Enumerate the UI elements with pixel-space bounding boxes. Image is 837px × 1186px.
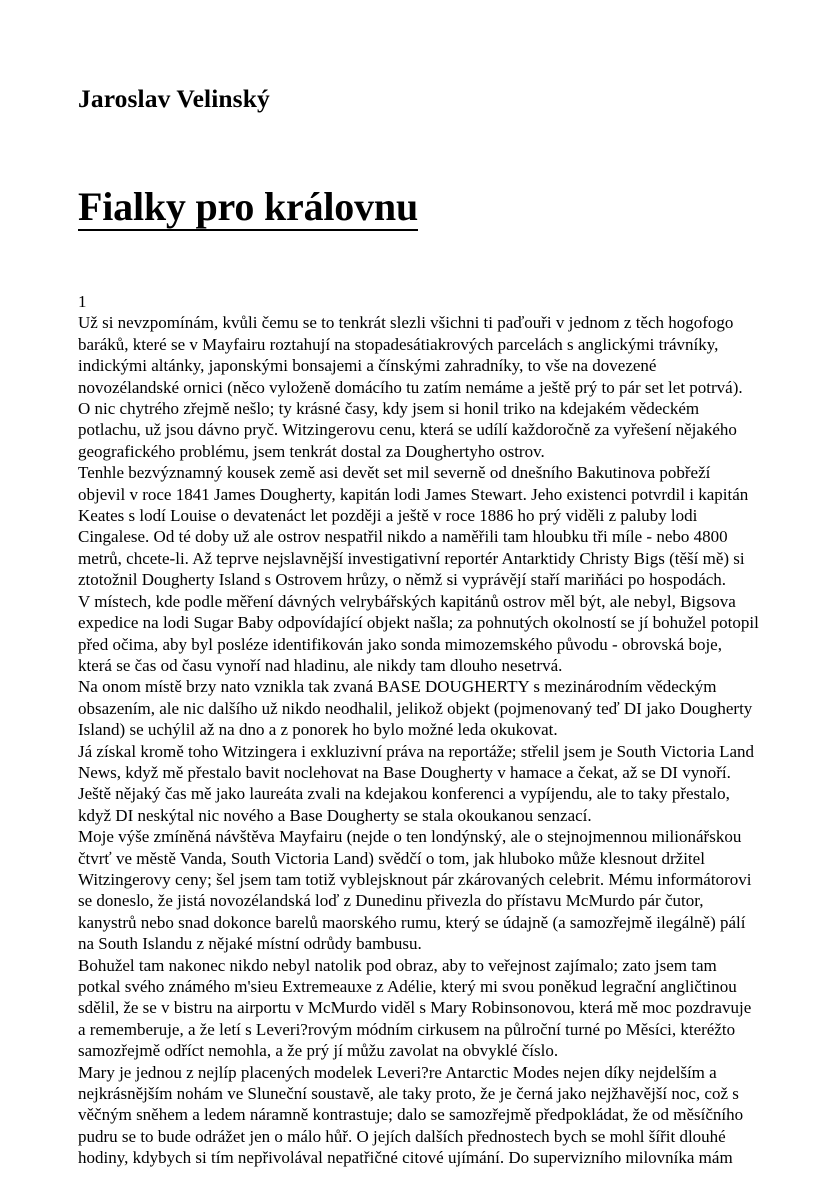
- page-title: Fialky pro královnu: [78, 184, 418, 229]
- author-name: Jaroslav Velinský: [78, 84, 270, 113]
- paragraph: Bohužel tam nakonec nikdo nebyl natolik pod obraz, aby to veřejnost zajímalo; zato jsem tam potkal svého známého m'sieu Extremeauxe z Adélie, který mi svou poněkud legrační angličtinou sdělil, že se v bistru na airportu v McMurdo viděl s Mary Robinsonovou, která mě moc pozdravuje a rememberuje, a že letí s Leveri?rovým módním cirkusem na půlroční turné po Měsíci, kteréžto samozřejmě odříct nemohla, a že prý jí můžu zavolat na obvyklé číslo.: [78, 955, 752, 1061]
- paragraph: Už si nevzpomínám, kvůli čemu se to tenkrát slezli všichni ti paďouři v jednom z těch hogofogo baráků, které se v Mayfairu roztahují na stopadesátiakrových parcelách s anglickými trávníky, indickými altánky, japonskými bonsajemi a čínskými zahradníky, to vše na dovezené novozélandské ornici (něco vyloženě domácího tu zatím nemáme a ještě prý to pár set let potrvá). O nic chytrého zřejmě nešlo; ty krásné časy, kdy jsem si honil triko na kdejakém vědeckém potlachu, už jsou dávno pryč. Witzingerovu cenu, která se udílí každoročně za vyřešení nějakého geografického problému, jsem tenkrát dostal za Doughertyho ostrov.: [78, 313, 743, 461]
- section-number: 1: [78, 292, 87, 311]
- paragraph: Na onom místě brzy nato vznikla tak zvaná BASE DOUGHERTY s mezinárodním vědeckým obsazením, ale nic dalšího už nikdo neodhalil, jelikož objekt (pojmenovaný teď DI jako Dougherty Island) se uchýlil až na dno a z ponorek ho bylo možné leda okukovat.: [78, 677, 753, 740]
- paragraph: Mary je jednou z nejlíp placených modelek Leveri?re Antarctic Modes nejen díky nejdelším a nejkrásnějším nohám ve Sluneční soustavě, ale taky proto, že je černá jako nejžhavější noc, což s věčným sněhem a ledem náramně kontrastuje; dalo se samozřejmě předpokládat, že od měsíčního pudru se to bude odrážet jen o málo hůř. O jejích dalších přednostech bych se mohl šířit dlouhé hodiny, kdybych si tím nepřivolával nepatřičné citové ujímání. Do supervizního milovníka mám: [78, 1062, 744, 1168]
- paragraph: Tenhle bezvýznamný kousek země asi devět set mil severně od dnešního Bakutinova pobřeží objevil v roce 1841 James Dougherty, kapitán lodi James Stewart. Jeho existenci potvrdil i kapitán Keates s lodí Louise o devatenáct let později a ještě v roce 1886 ho prý viděli z paluby lodi Cingalese. Od té doby už ale ostrov nespatřil nikdo a naměřili tam hloubku tři míle - nebo 4800 metrů, chcete-li. Až teprve nejslavnější investigativní reportér Antarktidy Christy Bigs (těší mě) si ztotožnil Dougherty Island s Ostrovem hrůzy, o němž si vyprávějí staří mariňáci po hospodách.: [78, 463, 749, 590]
- body-text-block: [78, 291, 759, 1169]
- paragraph: V místech, kde podle měření dávných velrybářských kapitánů ostrov měl být, ale nebyl, Bigsova expedice na lodi Sugar Baby odpovídající objekt našla; za pohnutých okolností se jí bohužel potopil před očima, aby byl posléze identifikován jako sonda mimozemského původu - obrovská boje, která se čas od času vynoří nad hladinu, ale nikdy tam dlouho nesetrvá.: [78, 591, 759, 675]
- paragraph: Moje výše zmíněná návštěva Mayfairu (nejde o ten londýnský, ale o stejnojmennou milionářskou čtvrť ve městě Vanda, South Victoria Land) svědčí o tom, jak hluboko může klesnout držitel Witzingerovy ceny; šel jsem tam totiž vyblejsknout pár zkárovaných celebrit. Mému informátorovi se doneslo, že jistá novozélandská loď z Dunedinu přivezla do přístavu McMurdo pár čutor, kanystrů nebo snad dokonce barelů maorského rumu, který se údajně (a samozřejmě ilegálně) pálí na South Islandu z nějaké místní odrůdy bambusu.: [78, 827, 752, 954]
- paragraph: Já získal kromě toho Witzingera i exkluzivní práva na reportáže; střelil jsem je South Victoria Land News, když mě přestalo bavit noclehovat na Base Dougherty v hamace a čekat, až se DI vynoří. Ještě nějaký čas mě jako laureáta zvali na kdejakou konferenci a vypíjendu, ale to taky přestalo, když DI neskýtal nic nového a Base Dougherty se stala okoukanou senzací.: [78, 741, 755, 825]
